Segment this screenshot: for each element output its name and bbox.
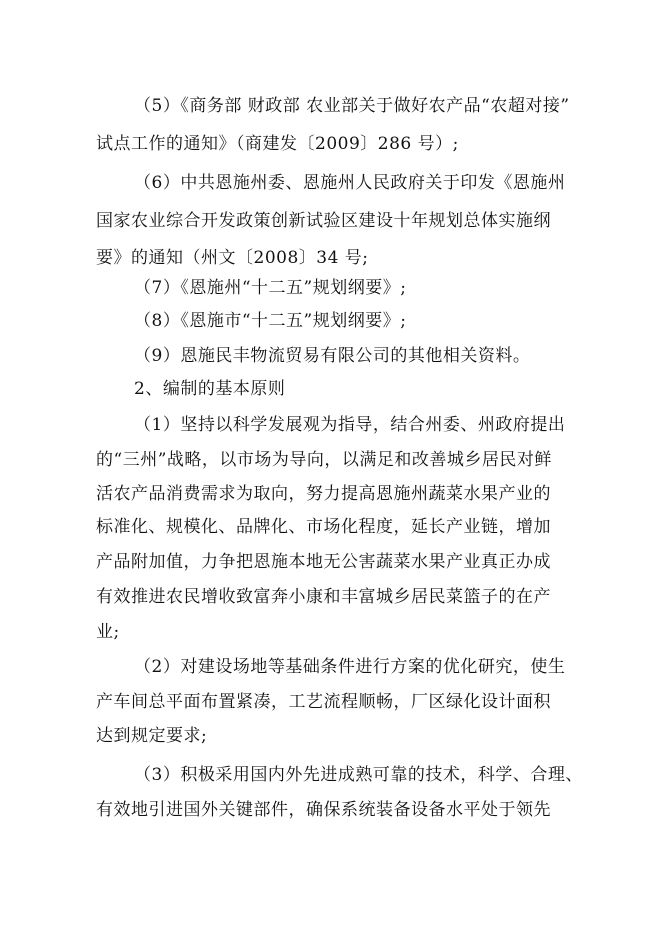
text-line: 有效地引进国外关键部件，确保系统装备设备水平处于领先 <box>96 800 551 820</box>
text-line: 活农产品消费需求为取向，努力提高恩施州蔬菜水果产业的 <box>96 484 551 504</box>
text-line: 的“三州”战略，以市场为导向，以满足和改善城乡居民对鲜 <box>96 450 552 470</box>
text-line: （6）中共恩施州委、恩施州人民政府关于印发《恩施州 <box>134 173 566 193</box>
text-line: 业; <box>96 622 120 642</box>
text-line: （9）恩施民丰物流贸易有限公司的其他相关资料。 <box>134 346 531 366</box>
text-line: 达到规定要求; <box>96 726 208 746</box>
text-line: （1）坚持以科学发展观为指导，结合州委、州政府提出 <box>134 415 566 435</box>
text-line: （3）积极采用国内外先进成熟可靠的技术，科学、合理、 <box>134 765 583 785</box>
text-line: 标准化、规模化、品牌化、市场化程度，延长产业链，增加 <box>96 517 551 537</box>
text-line: （2）对建设场地等基础条件进行方案的优化研究，使生 <box>134 657 566 677</box>
section-heading: 2、编制的基本原则 <box>134 379 286 399</box>
text-line: 国家农业综合开发政策创新试验区建设十年规划总体实施纲 <box>96 211 551 231</box>
text-line: （8）《恩施市“十二五”规划纲要》; <box>134 311 407 331</box>
text-line: 要》的通知（州文〔2008〕34 号; <box>96 248 369 268</box>
text-line: 产车间总平面布置紧凑，工艺流程顺畅，厂区绿化设计面积 <box>96 692 551 712</box>
text-line: 有效推进农民增收致富奔小康和丰富城乡居民菜篮子的在产 <box>96 587 551 607</box>
text-line: （5）《商务部 财政部 农业部关于做好农产品“农超对接” <box>134 96 570 116</box>
text-line: 试点工作的通知》（商建发〔2009〕286 号）; <box>96 134 459 154</box>
text-line: 产品附加值，力争把恩施本地无公害蔬菜水果产业真正办成 <box>96 552 551 572</box>
text-line: （7）《恩施州“十二五”规划纲要》; <box>134 278 407 298</box>
